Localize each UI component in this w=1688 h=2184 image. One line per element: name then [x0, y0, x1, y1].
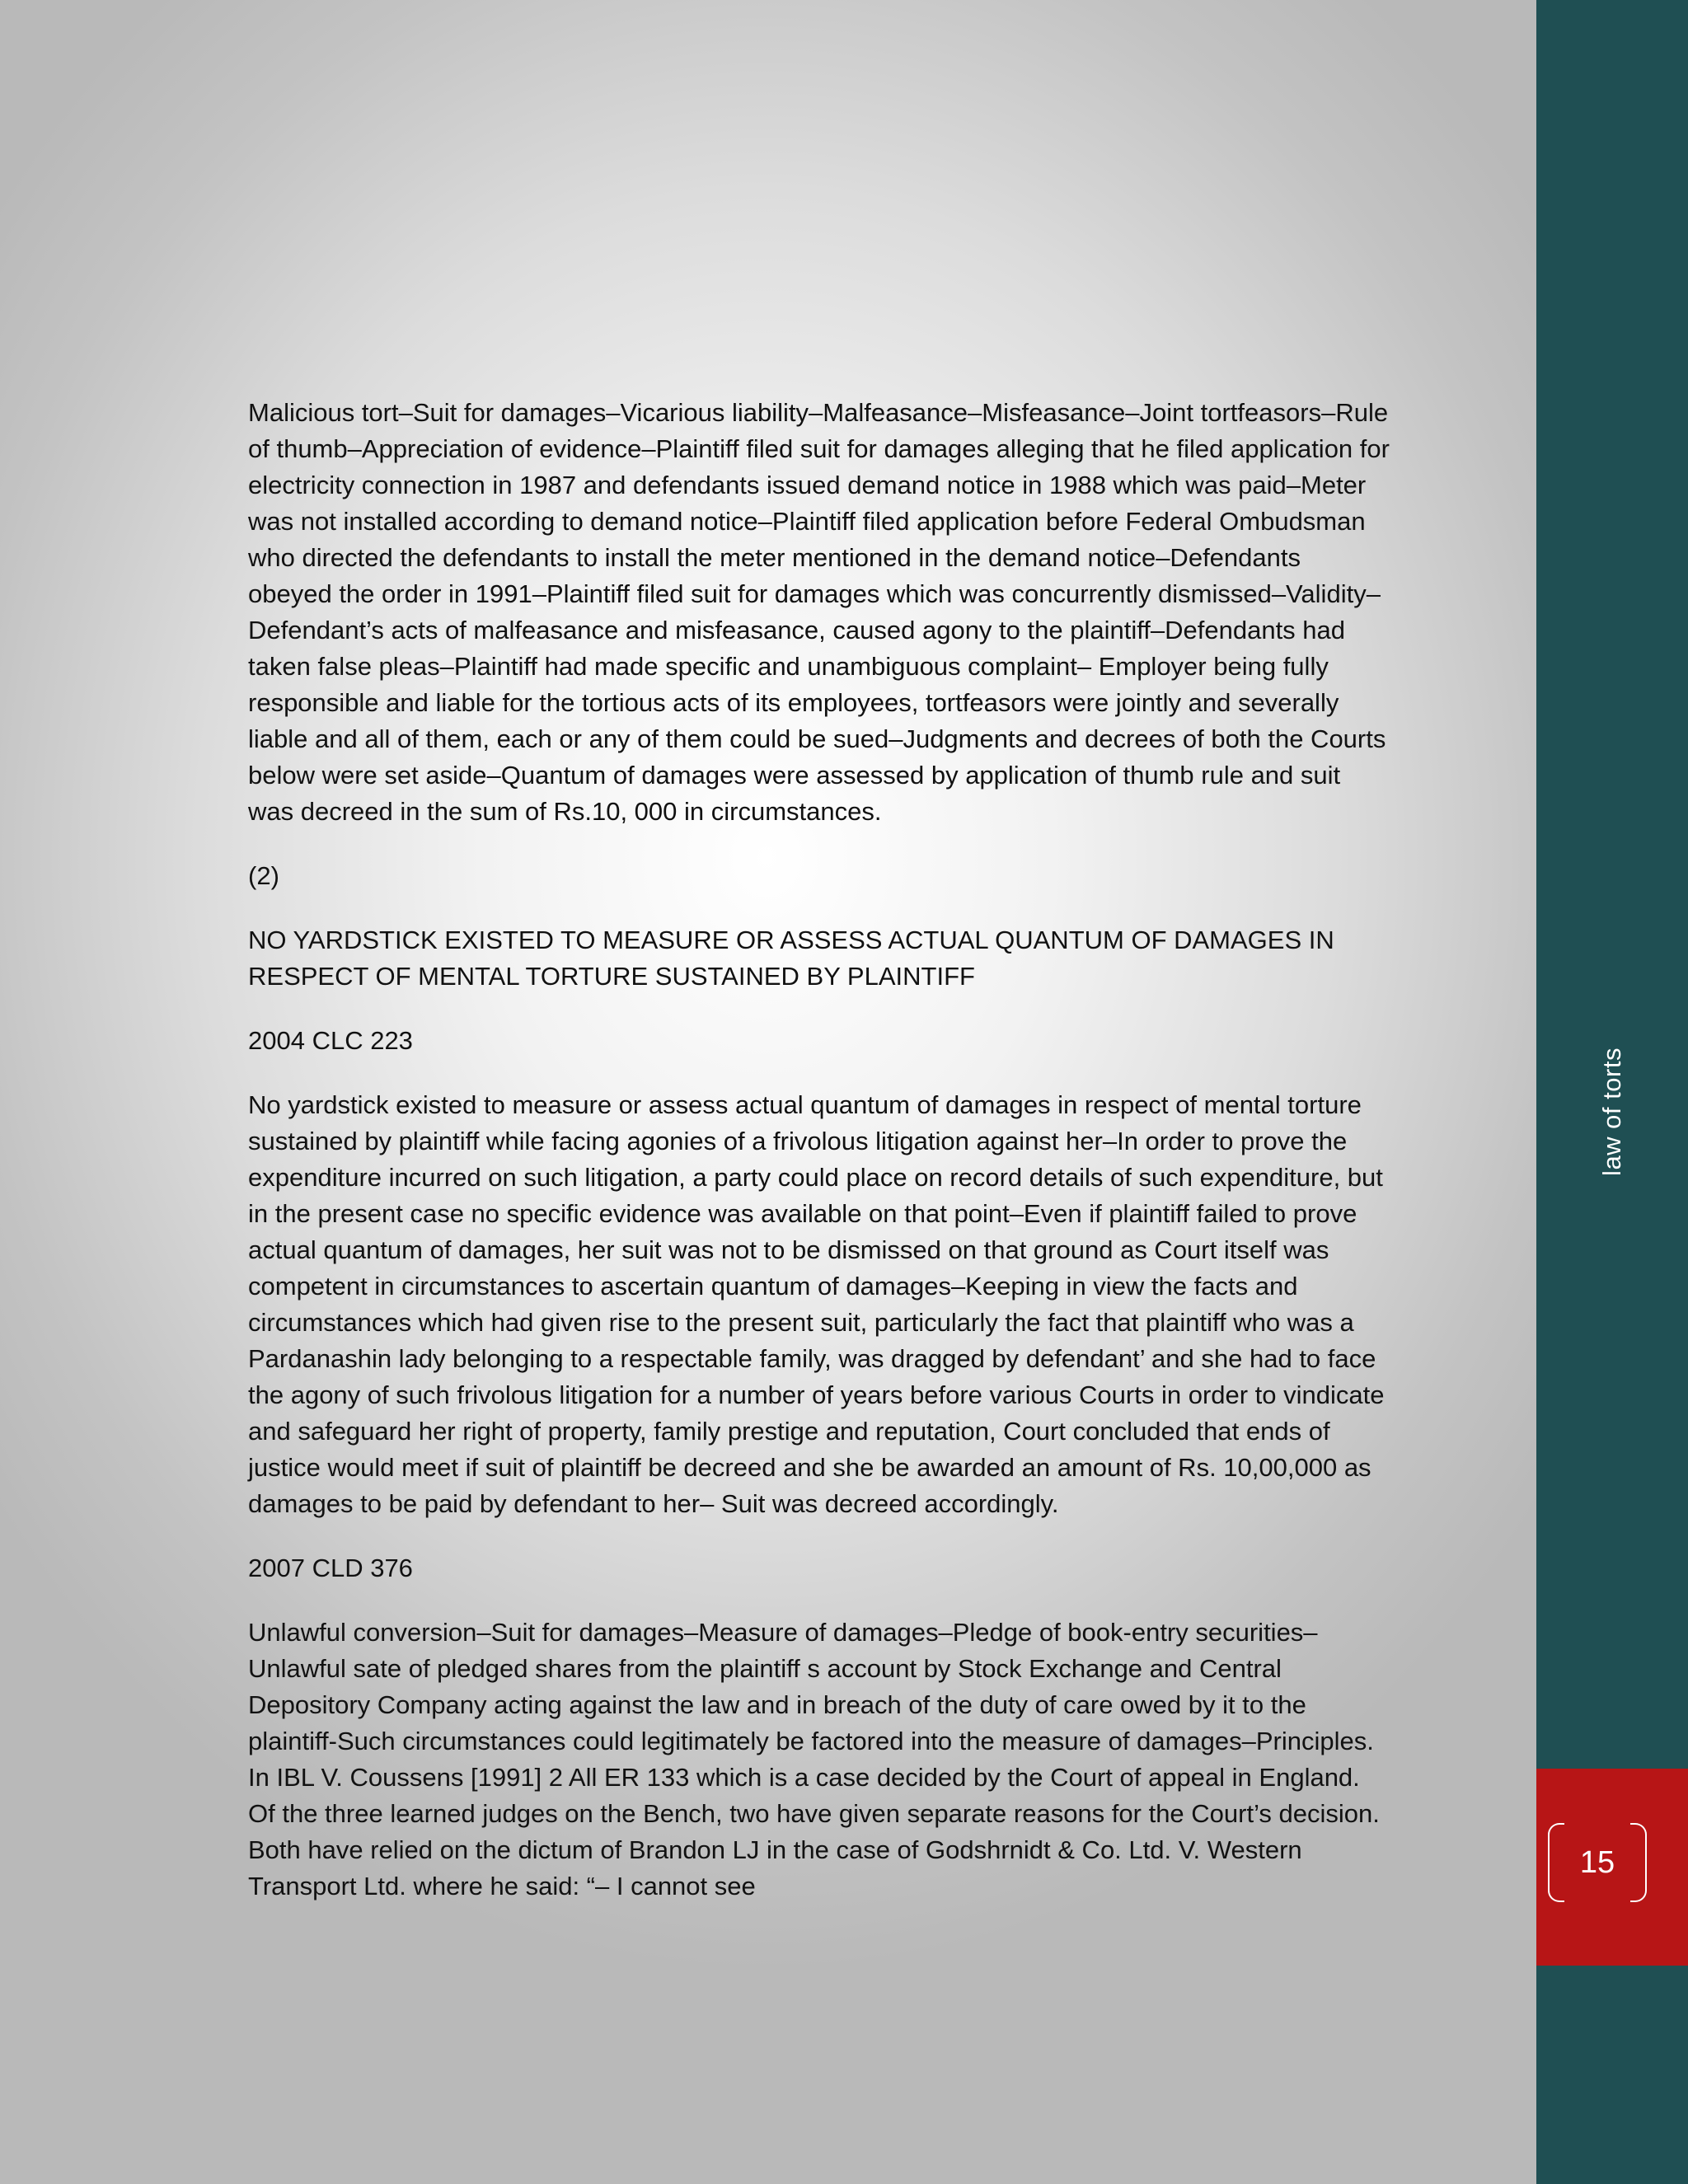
page-number-frame	[1548, 1823, 1647, 1922]
paragraph-malicious-tort: Malicious tort–Suit for damages–Vicarious liability–Malfeasance–Misfeasance–Joint tortfeasors–Rule of thumb–Appreciation of evidence–Plaintiff filed suit for damages alleging that he filed application for electricity connection in 1987 and defendants issued demand notice in 1988 which was paid–Meter was not installed according to demand notice–Plaintiff filed application before Federal Ombudsman who directed the defendants to install the meter mentioned in the demand notice–Defendants obeyed the order in 1991–Plaintiff filed suit for damages which was concurrently dismissed–Validity–Defendant’s acts of malfeasance and misfeasance, caused agony to the plaintiff–Defendants had taken false pleas–Plaintiff had made specific and unambiguous complaint– Employer being fully responsible and liable for the tortious acts of its employees, tortfeasors were jointly and severally liable and all of them, each or any of them could be sued–Judgments and decrees of both the Courts below were set aside–Quantum of damages were assessed by application of thumb rule and suit was decreed in the sum of Rs.10, 000 in circumstances.	[248, 398, 1390, 826]
paragraph-no-yardstick: No yardstick existed to measure or assess actual quantum of damages in respect of mental torture sustained by plaintiff while facing agonies of a frivolous litigation against her–In order to prove the expenditure incurred on such litigation, a party could place on record details of such expenditure, but in the present case no specific evidence was available on that point–Even if plaintiff failed to prove actual quantum of damages, her suit was not to be dismissed on that ground as Court itself was competent in circumstances to ascertain quantum of damages–Keeping in view the facts and circumstances which had given rise to the present suit, particularly the fact that plaintiff who was a Pardanashin lady belonging to a respectable family, was dragged by defendant’ and she had to face the agony of such frivolous litigation for a number of years before various Courts in order to vindicate and safeguard her right of property, family prestige and reputation, Court concluded that ends of justice would meet if suit of plaintiff be decreed and she be awarded an amount of Rs. 10,00,000 as damages to be paid by defendant to her– Suit was decreed accordingly.	[248, 1090, 1385, 1518]
sidebar-label	[1592, 1047, 1632, 1176]
sidebar-label-text: law of torts	[1597, 1047, 1627, 1176]
citation-2004-clc-223: 2004 CLC 223	[248, 1026, 413, 1055]
citation-2007-cld-376: 2007 CLD 376	[248, 1554, 413, 1582]
right-bracket-icon	[1630, 1823, 1647, 1902]
page-content	[248, 395, 1390, 1933]
section-heading: NO YARDSTICK EXISTED TO MEASURE OR ASSESS ACTUAL QUANTUM OF DAMAGES IN RESPECT OF MENTAL TORTURE SUSTAINED BY PLAINTIFF	[248, 926, 1334, 991]
paragraph-unlawful-conversion: Unlawful conversion–Suit for damages–Measure of damages–Pledge of book-entry securities–Unlawful sate of pledged shares from the plaintiff s account by Stock Exchange and Central Depository Company acting against the law and in breach of the duty of care owed by it to the plaintiff-Such circumstances could legitimately be factored into the measure of damages–Principles. In IBL V. Coussens [1991] 2 All ER 133 which is a case decided by the Court of appeal in England. Of the three learned judges on the Bench, two have given separate reasons for the Court’s decision. Both have relied on the dictum of Brandon LJ in the case of Godshrnidt & Co. Ltd. V. Western Transport Ltd. where he said: “– I cannot see	[248, 1618, 1380, 1900]
page-number: 15	[1579, 1844, 1615, 1880]
left-bracket-icon	[1548, 1823, 1564, 1902]
section-number: (2)	[248, 861, 279, 890]
